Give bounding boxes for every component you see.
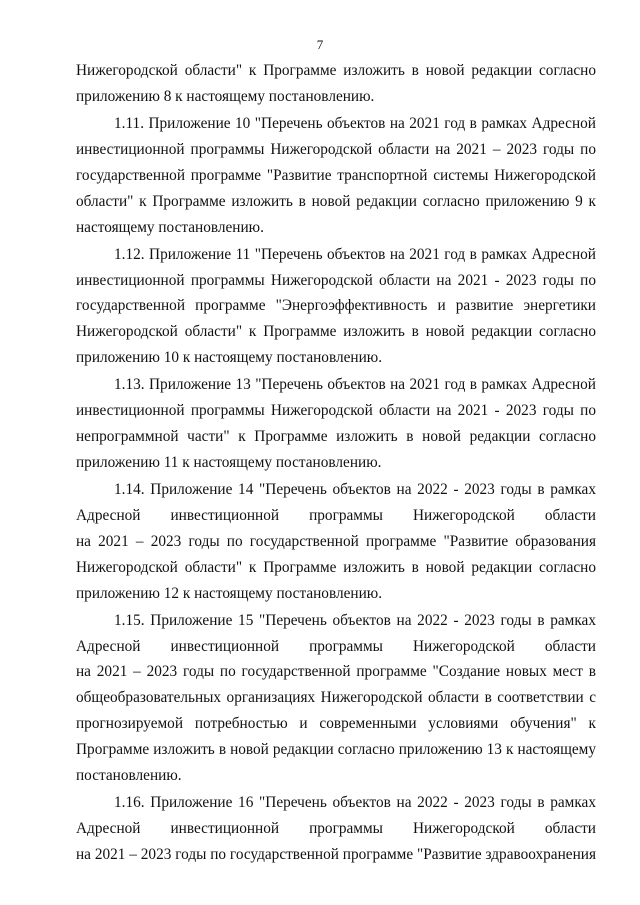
paragraph-line: приложению 12 к настоящему постановлению. (76, 584, 383, 602)
paragraph-first-line: 1.11. Приложение 10 "Перечень объектов на 2021 год в рамках Адресной (114, 114, 596, 132)
paragraph-line: инвестиционной программы Нижегородской области на 2021 - 2023 годы по (76, 402, 596, 420)
paragraph-line: Адресной инвестиционной программы Нижегородской области (76, 819, 596, 837)
paragraph-line: на 2021 – 2023 годы по государственной программе "Создание новых мест в (76, 663, 596, 681)
paragraph-line: Нижегородской области" к Программе изложить в новой редакции согласно (76, 558, 596, 576)
paragraph-line: Нижегородской области" к Программе изложить в новой редакции согласно (76, 62, 596, 79)
document-body (76, 58, 596, 868)
paragraph-line: на 2021 – 2023 годы по государственной программе "Развитие здравоохранения (76, 845, 596, 863)
paragraph-line: области" к Программе изложить в новой редакции согласно приложению 9 к (76, 192, 596, 210)
paragraph-line: приложению 11 к настоящему постановлению. (76, 453, 382, 471)
paragraph-line: прогнозируемой потребностью и современными условиями обучения" к (76, 715, 596, 733)
paragraph-line: Адресной инвестиционной программы Нижегородской области (76, 506, 596, 524)
paragraph-first-line: 1.12. Приложение 11 "Перечень объектов на 2021 год в рамках Адресной (114, 245, 596, 263)
paragraph-line: общеобразовательных организациях Нижегородской области в соответствии с (76, 689, 596, 707)
paragraph-line: настоящему постановлению. (76, 218, 264, 236)
paragraph-first-line: 1.15. Приложение 15 "Перечень объектов на 2022 - 2023 годы в рамках (114, 611, 596, 629)
paragraph-line: государственной программе "Развитие транспортной системы Нижегородской (76, 166, 596, 184)
paragraph-line: непрограммной части" к Программе изложить в новой редакции согласно (76, 428, 596, 446)
paragraph-line: инвестиционной программы Нижегородской области на 2021 – 2023 годы по (76, 140, 596, 158)
paragraph-first-line: 1.16. Приложение 16 "Перечень объектов на 2022 - 2023 годы в рамках (114, 794, 596, 812)
paragraph-line: Адресной инвестиционной программы Нижегородской области (76, 637, 596, 655)
paragraph-first-line: 1.13. Приложение 13 "Перечень объектов на 2021 год в рамках Адресной (114, 376, 596, 394)
paragraph-first-line: 1.14. Приложение 14 "Перечень объектов на 2022 - 2023 годы в рамках (114, 481, 596, 498)
paragraph-line: на 2021 – 2023 годы по государственной программе "Развитие образования (76, 532, 596, 550)
paragraph-line: приложению 8 к настоящему постановлению. (76, 87, 375, 105)
paragraph-line: приложению 10 к настоящему постановлению. (76, 349, 383, 367)
paragraph-line: Нижегородской области" к Программе изложить в новой редакции согласно (76, 323, 596, 341)
paragraph-line: государственной программе "Энергоэффективность и развитие энергетики (76, 297, 596, 315)
page-number: 7 (316, 37, 324, 52)
paragraph-line: Программе изложить в новой редакции согласно приложению 13 к настоящему (76, 741, 596, 759)
paragraph-line: инвестиционной программы Нижегородской области на 2021 - 2023 годы по (76, 271, 596, 289)
paragraph-line: постановлению. (76, 766, 182, 784)
